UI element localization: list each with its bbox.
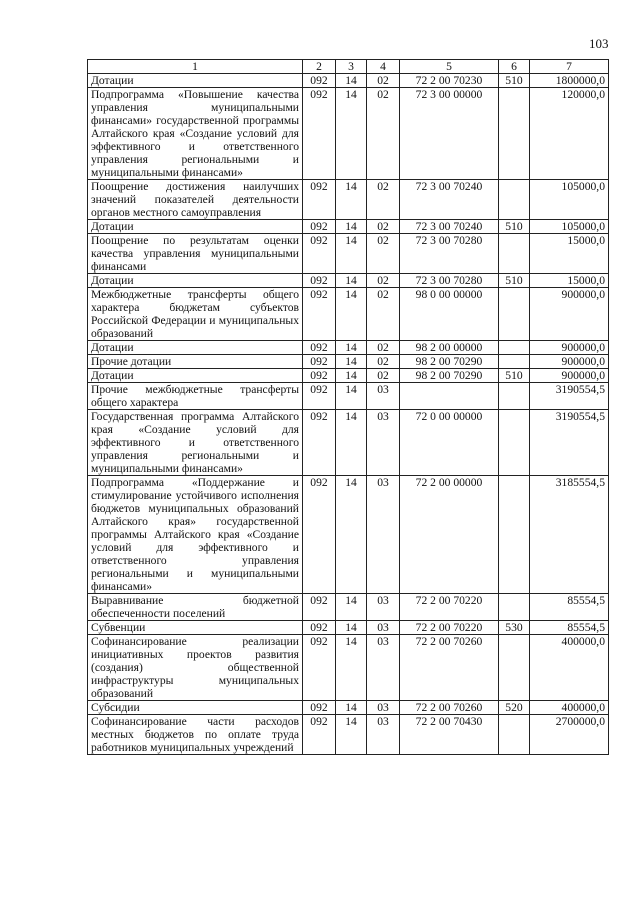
cell-target-article: 72 3 00 70280 xyxy=(400,274,499,288)
cell-amount: 900000,0 xyxy=(530,341,609,355)
cell-subsection: 03 xyxy=(367,715,400,755)
cell-ministry: 092 xyxy=(303,594,336,621)
cell-subsection: 02 xyxy=(367,234,400,274)
table-row xyxy=(88,715,609,755)
cell-section: 14 xyxy=(336,369,367,383)
cell-expense-type: 510 xyxy=(499,369,530,383)
cell-subsection: 02 xyxy=(367,274,400,288)
cell-amount: 900000,0 xyxy=(530,288,609,341)
cell-expense-type xyxy=(499,476,530,594)
cell-section: 14 xyxy=(336,288,367,341)
cell-target-article: 72 3 00 00000 xyxy=(400,88,499,180)
cell-section: 14 xyxy=(336,383,367,410)
table-row xyxy=(88,274,609,288)
cell-subsection: 03 xyxy=(367,594,400,621)
cell-expense-type xyxy=(499,341,530,355)
table-row xyxy=(88,369,609,383)
cell-expense-type xyxy=(499,88,530,180)
cell-name: Подпрограмма «Поддержание и стимулирование устойчивого исполнения бюджетов муниципальных образований Алтайского края» государственной программы Алтайского края «Создание условий для эффективного и ответственного управления региональными и муниципальными финансами» xyxy=(88,476,303,594)
cell-name: Дотации xyxy=(88,74,303,88)
cell-target-article: 72 2 00 70230 xyxy=(400,74,499,88)
cell-name: Дотации xyxy=(88,220,303,234)
cell-ministry: 092 xyxy=(303,220,336,234)
cell-expense-type xyxy=(499,635,530,701)
cell-target-article: 98 2 00 00000 xyxy=(400,341,499,355)
cell-name: Межбюджетные трансферты общего характера бюджетам субъектов Российской Федерации и муниципальных образований xyxy=(88,288,303,341)
cell-expense-type xyxy=(499,234,530,274)
budget-table xyxy=(87,59,609,755)
cell-subsection: 02 xyxy=(367,355,400,369)
cell-amount: 900000,0 xyxy=(530,369,609,383)
cell-section: 14 xyxy=(336,88,367,180)
cell-subsection: 03 xyxy=(367,635,400,701)
cell-amount: 3190554,5 xyxy=(530,410,609,476)
cell-section: 14 xyxy=(336,220,367,234)
cell-expense-type xyxy=(499,594,530,621)
cell-ministry: 092 xyxy=(303,74,336,88)
cell-target-article: 98 0 00 00000 xyxy=(400,288,499,341)
cell-subsection: 02 xyxy=(367,180,400,220)
header-col-1: 1 xyxy=(88,60,303,74)
cell-subsection: 03 xyxy=(367,476,400,594)
cell-name: Дотации xyxy=(88,341,303,355)
cell-amount: 900000,0 xyxy=(530,355,609,369)
cell-expense-type: 510 xyxy=(499,220,530,234)
cell-ministry: 092 xyxy=(303,621,336,635)
cell-section: 14 xyxy=(336,410,367,476)
header-row xyxy=(88,60,609,74)
cell-ministry: 092 xyxy=(303,476,336,594)
cell-ministry: 092 xyxy=(303,274,336,288)
header-col-3: 3 xyxy=(336,60,367,74)
cell-amount: 15000,0 xyxy=(530,234,609,274)
table-row xyxy=(88,701,609,715)
cell-target-article: 72 2 00 70220 xyxy=(400,621,499,635)
header-col-7: 7 xyxy=(530,60,609,74)
cell-expense-type xyxy=(499,715,530,755)
cell-expense-type xyxy=(499,410,530,476)
cell-section: 14 xyxy=(336,701,367,715)
cell-subsection: 03 xyxy=(367,410,400,476)
cell-expense-type xyxy=(499,383,530,410)
cell-amount: 1800000,0 xyxy=(530,74,609,88)
cell-subsection: 02 xyxy=(367,341,400,355)
cell-name: Софинансирование части расходов местных бюджетов по оплате труда работников муниципальных учреждений xyxy=(88,715,303,755)
cell-name: Поощрение по результатам оценки качества управления муниципальными финансами xyxy=(88,234,303,274)
header-col-2: 2 xyxy=(303,60,336,74)
header-col-4: 4 xyxy=(367,60,400,74)
cell-expense-type: 510 xyxy=(499,274,530,288)
table-row xyxy=(88,410,609,476)
table-row xyxy=(88,220,609,234)
cell-expense-type xyxy=(499,355,530,369)
cell-ministry: 092 xyxy=(303,341,336,355)
cell-target-article: 72 3 00 70240 xyxy=(400,220,499,234)
table-row xyxy=(88,180,609,220)
table-row xyxy=(88,383,609,410)
cell-amount: 105000,0 xyxy=(530,180,609,220)
cell-subsection: 03 xyxy=(367,621,400,635)
table-row xyxy=(88,635,609,701)
cell-section: 14 xyxy=(336,621,367,635)
cell-target-article: 72 0 00 00000 xyxy=(400,410,499,476)
cell-name: Поощрение достижения наилучших значений показателей деятельности органов местного самоуправления xyxy=(88,180,303,220)
cell-amount: 400000,0 xyxy=(530,701,609,715)
cell-target-article: 72 3 00 70240 xyxy=(400,180,499,220)
cell-expense-type: 520 xyxy=(499,701,530,715)
cell-expense-type: 530 xyxy=(499,621,530,635)
table-row xyxy=(88,621,609,635)
cell-target-article: 98 2 00 70290 xyxy=(400,355,499,369)
cell-subsection: 02 xyxy=(367,369,400,383)
cell-name: Прочие дотации xyxy=(88,355,303,369)
table-row xyxy=(88,74,609,88)
cell-amount: 120000,0 xyxy=(530,88,609,180)
cell-amount: 105000,0 xyxy=(530,220,609,234)
cell-ministry: 092 xyxy=(303,234,336,274)
cell-section: 14 xyxy=(336,594,367,621)
cell-subsection: 02 xyxy=(367,288,400,341)
cell-subsection: 02 xyxy=(367,74,400,88)
cell-target-article: 72 2 00 70260 xyxy=(400,701,499,715)
cell-name: Дотации xyxy=(88,274,303,288)
cell-section: 14 xyxy=(336,715,367,755)
cell-amount: 15000,0 xyxy=(530,274,609,288)
cell-name: Прочие межбюджетные трансферты общего характера xyxy=(88,383,303,410)
cell-target-article: 72 2 00 70430 xyxy=(400,715,499,755)
cell-amount: 3190554,5 xyxy=(530,383,609,410)
cell-target-article: 72 2 00 70260 xyxy=(400,635,499,701)
page-number: 103 xyxy=(589,36,609,51)
cell-ministry: 092 xyxy=(303,369,336,383)
cell-section: 14 xyxy=(336,341,367,355)
cell-section: 14 xyxy=(336,355,367,369)
cell-ministry: 092 xyxy=(303,180,336,220)
cell-expense-type xyxy=(499,288,530,341)
cell-ministry: 092 xyxy=(303,701,336,715)
cell-section: 14 xyxy=(336,635,367,701)
cell-expense-type: 510 xyxy=(499,74,530,88)
cell-section: 14 xyxy=(336,234,367,274)
cell-section: 14 xyxy=(336,180,367,220)
cell-amount: 400000,0 xyxy=(530,635,609,701)
table-row xyxy=(88,476,609,594)
header-col-6: 6 xyxy=(499,60,530,74)
cell-subsection: 02 xyxy=(367,88,400,180)
cell-ministry: 092 xyxy=(303,288,336,341)
cell-subsection: 03 xyxy=(367,701,400,715)
table-row xyxy=(88,288,609,341)
cell-ministry: 092 xyxy=(303,410,336,476)
cell-section: 14 xyxy=(336,74,367,88)
cell-name: Дотации xyxy=(88,369,303,383)
cell-target-article xyxy=(400,383,499,410)
cell-name: Выравнивание бюджетной обеспеченности поселений xyxy=(88,594,303,621)
cell-section: 14 xyxy=(336,274,367,288)
cell-amount: 85554,5 xyxy=(530,621,609,635)
cell-target-article: 72 2 00 70220 xyxy=(400,594,499,621)
cell-ministry: 092 xyxy=(303,88,336,180)
table-row xyxy=(88,355,609,369)
cell-expense-type xyxy=(499,180,530,220)
cell-ministry: 092 xyxy=(303,355,336,369)
header-col-5: 5 xyxy=(400,60,499,74)
cell-name: Субсидии xyxy=(88,701,303,715)
table-row xyxy=(88,88,609,180)
cell-ministry: 092 xyxy=(303,383,336,410)
cell-name: Софинансирование реализации инициативных проектов развития (создания) общественной инфраструктуры муниципальных образований xyxy=(88,635,303,701)
cell-ministry: 092 xyxy=(303,715,336,755)
cell-name: Государственная программа Алтайского края «Создание условий для эффективного и ответственного управления региональными и муниципальными финансами» xyxy=(88,410,303,476)
cell-subsection: 03 xyxy=(367,383,400,410)
cell-amount: 3185554,5 xyxy=(530,476,609,594)
cell-section: 14 xyxy=(336,476,367,594)
cell-ministry: 092 xyxy=(303,635,336,701)
table-row xyxy=(88,341,609,355)
cell-name: Субвенции xyxy=(88,621,303,635)
cell-target-article: 98 2 00 70290 xyxy=(400,369,499,383)
cell-amount: 85554,5 xyxy=(530,594,609,621)
cell-target-article: 72 2 00 00000 xyxy=(400,476,499,594)
cell-target-article: 72 3 00 70280 xyxy=(400,234,499,274)
table-row xyxy=(88,234,609,274)
cell-name: Подпрограмма «Повышение качества управления муниципальными финансами» государственной программы Алтайского края «Создание условий для эффективного и ответственного управления региональными и муниципальными финансами» xyxy=(88,88,303,180)
table-row xyxy=(88,594,609,621)
cell-subsection: 02 xyxy=(367,220,400,234)
cell-amount: 2700000,0 xyxy=(530,715,609,755)
